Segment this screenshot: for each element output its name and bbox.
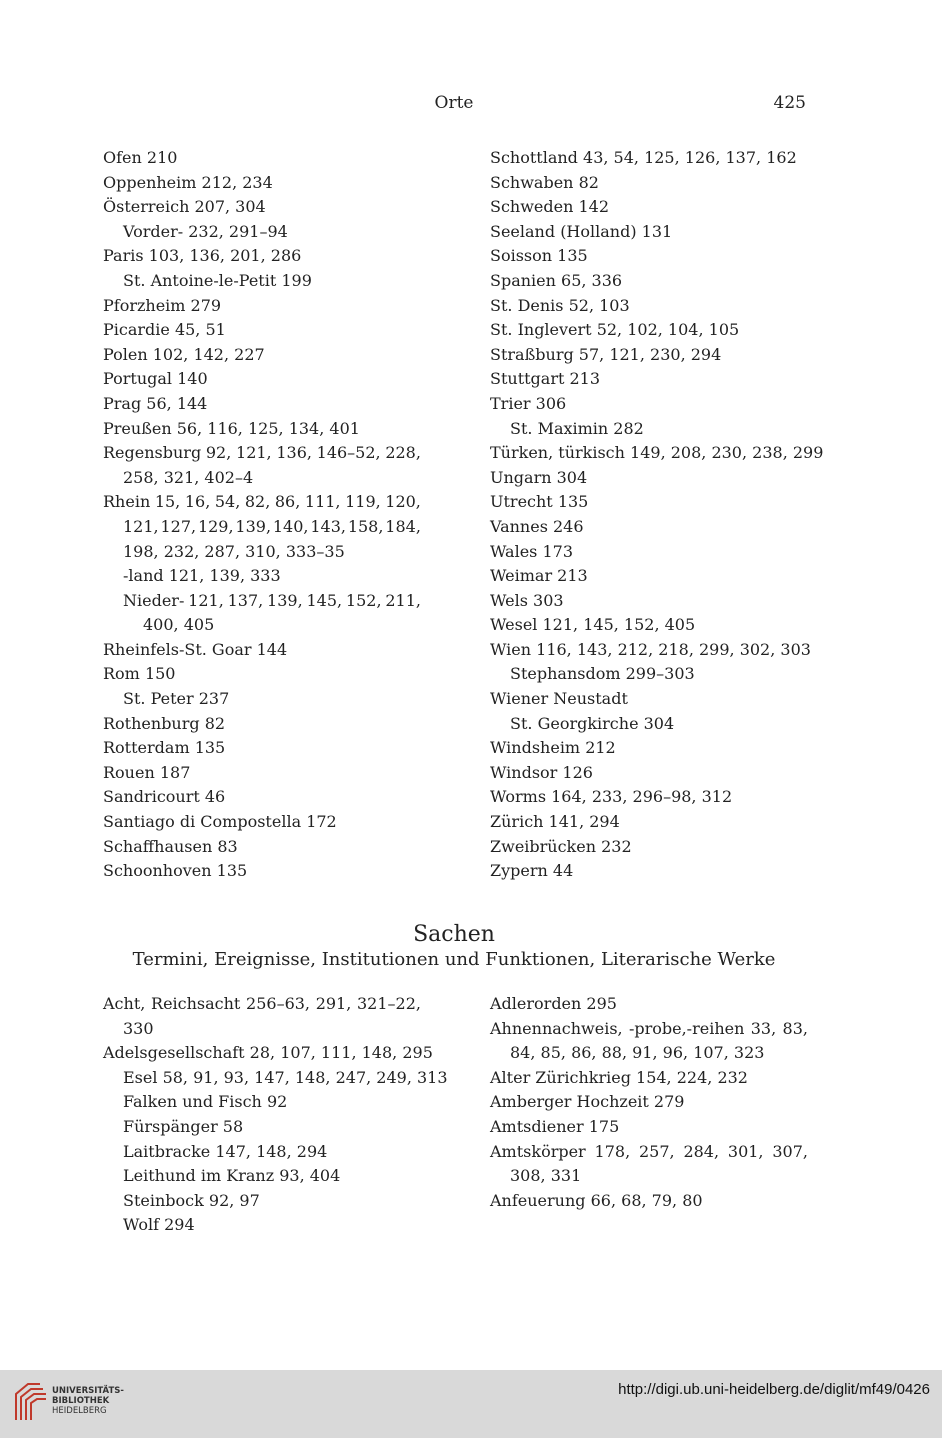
index-entry <box>490 589 808 614</box>
index-entry-text: Utrecht 135 <box>490 492 589 512</box>
index-entry-text: Rothenburg 82 <box>103 713 226 733</box>
index-entry-text: St. Inglevert 52, 102, 104, 105 <box>490 320 740 340</box>
index-entry <box>490 540 808 565</box>
index-entry <box>490 294 808 319</box>
index-entry-text: Stephansdom 299–303 <box>510 664 695 684</box>
index-entry-text: Türken, türkisch 149, 208, 230, 238, 299 <box>490 443 824 463</box>
index-entry <box>490 687 808 712</box>
index-entry-text: Rhein 15, 16, 54, 82, 86, 111, 119, 120, <box>103 492 421 512</box>
index-entry-text: St. Peter 237 <box>123 689 230 709</box>
index-entry <box>490 392 808 417</box>
index-entry-text: Prag 56, 144 <box>103 393 208 413</box>
index-entry-continuation: 84, 85, 86, 88, 91, 96, 107, 323 <box>510 1043 765 1063</box>
index-entry-text: Wels 303 <box>490 590 564 610</box>
index-entry <box>490 244 808 269</box>
index-entry-text: St. Maximin 282 <box>510 418 644 438</box>
index-entry-text: St. Georgkirche 304 <box>510 713 675 733</box>
index-entry <box>103 835 421 860</box>
index-entry-text: Rouen 187 <box>103 762 191 782</box>
index-entry-text: Schwaben 82 <box>490 172 599 192</box>
index-entry-text: Regensburg 92, 121, 136, 146–52, 228, <box>103 443 421 463</box>
index-entry-text: Trier 306 <box>490 393 567 413</box>
index-entry <box>103 992 421 1041</box>
index-entry-text: Leithund im Kranz 93, 404 <box>123 1166 341 1186</box>
index-entry-text: Falken und Fisch 92 <box>123 1092 288 1112</box>
index-entry-text: Schaffhausen 83 <box>103 836 238 856</box>
index-entry-text: Polen 102, 142, 227 <box>103 344 265 364</box>
index-entry-continuation: 400, 405 <box>143 615 215 635</box>
index-entry <box>490 992 808 1017</box>
library-logo-text: UNIVERSITÄTS- BIBLIOTHEK HEIDELBERG <box>52 1386 124 1416</box>
index-entry <box>103 785 421 810</box>
index-entry <box>103 1041 433 1066</box>
index-entry <box>103 1115 421 1140</box>
index-entry-text: Zweibrücken 232 <box>490 836 632 856</box>
index-entry <box>103 1189 421 1214</box>
index-entry-continuation: 198, 232, 287, 310, 333–35 <box>123 541 345 561</box>
section-subtitle: Termini, Ereignisse, Institutionen und Funktionen, Literarische Werke <box>132 949 776 970</box>
index-entry-continuation: 330 <box>123 1018 154 1038</box>
index-entry <box>103 859 421 884</box>
orte-left-column <box>103 146 421 884</box>
index-entry <box>490 613 808 638</box>
index-entry-text: Zypern 44 <box>490 861 574 881</box>
index-entry-text: Adelsgesellschaft 28, 107, 111, 148, 295 <box>103 1043 433 1063</box>
index-entry-text: Amberger Hochzeit 279 <box>490 1092 685 1112</box>
index-entry <box>490 220 808 245</box>
index-entry <box>490 195 808 220</box>
index-entry-text: Spanien 65, 336 <box>490 270 623 290</box>
index-entry <box>103 1213 421 1238</box>
index-entry-text: Rheinfels-St. Goar 144 <box>103 639 288 659</box>
index-entry <box>103 810 421 835</box>
index-entry-text: Rotterdam 135 <box>103 738 226 758</box>
index-entry-text: Schoonhoven 135 <box>103 861 248 881</box>
index-entry <box>103 490 421 564</box>
library-logo-icon <box>10 1380 50 1424</box>
index-entry <box>490 1090 808 1115</box>
index-entry <box>103 589 421 638</box>
index-entry-text: Windsheim 212 <box>490 738 616 758</box>
library-footer <box>0 1370 942 1438</box>
index-entry <box>103 367 421 392</box>
index-entry <box>103 441 421 490</box>
index-entry-text: St. Denis 52, 103 <box>490 295 630 315</box>
index-entry <box>103 294 421 319</box>
index-entry <box>490 736 808 761</box>
index-entry-text: Worms 164, 233, 296–98, 312 <box>490 787 733 807</box>
index-entry-text: St. Antoine-le-Petit 199 <box>123 270 312 290</box>
index-entry <box>490 785 808 810</box>
index-entry-text: Wesel 121, 145, 152, 405 <box>490 615 696 635</box>
sachen-right-column <box>490 992 808 1213</box>
index-entry-continuation: 258, 321, 402–4 <box>123 467 254 487</box>
index-entry-text: Sandricourt 46 <box>103 787 226 807</box>
index-entry <box>103 761 421 786</box>
index-entry-text: Soisson 135 <box>490 246 588 266</box>
index-entry <box>103 1090 421 1115</box>
index-entry <box>490 490 808 515</box>
index-entry-text: Adlerorden 295 <box>490 994 617 1013</box>
index-entry <box>490 1017 808 1066</box>
index-entry-text: Santiago di Compostella 172 <box>103 812 337 832</box>
index-entry <box>103 638 421 663</box>
index-entry <box>103 220 421 245</box>
index-entry <box>490 638 811 663</box>
index-entry-text: Picardie 45, 51 <box>103 320 226 340</box>
index-entry <box>490 1140 808 1189</box>
index-entry <box>490 564 808 589</box>
library-logo[interactable] <box>10 1380 130 1424</box>
index-entry-text: Preußen 56, 116, 125, 134, 401 <box>103 418 360 438</box>
index-entry <box>490 441 824 466</box>
index-entry <box>103 244 421 269</box>
index-entry <box>103 1066 448 1091</box>
index-entry <box>103 318 421 343</box>
index-entry <box>490 318 808 343</box>
permalink-url[interactable]: http://digi.ub.uni-heidelberg.de/diglit/mf49/0426 <box>618 1381 930 1398</box>
index-entry-text: Ungarn 304 <box>490 467 588 487</box>
index-entry <box>490 367 808 392</box>
index-entry-text: Ofen 210 <box>103 148 178 167</box>
index-entry-text: Fürspänger 58 <box>123 1116 244 1136</box>
index-entry <box>103 687 421 712</box>
index-entry <box>490 343 808 368</box>
index-entry-text: Ahnennachweis, -probe,-reihen 33, 83, <box>490 1018 808 1038</box>
index-entry-text: Schweden 142 <box>490 197 610 217</box>
index-entry <box>490 466 808 491</box>
index-entry <box>490 269 808 294</box>
index-entry <box>103 564 421 589</box>
index-entry <box>490 1189 808 1214</box>
index-entry <box>103 343 421 368</box>
index-entry-text: Windsor 126 <box>490 762 593 782</box>
orte-right-column <box>490 146 824 884</box>
index-entry <box>490 761 808 786</box>
index-entry-text: Acht, Reichsacht 256–63, 291, 321–22, <box>103 994 421 1013</box>
index-entry-text: Zürich 141, 294 <box>490 812 620 832</box>
index-entry-text: Amtsdiener 175 <box>490 1116 620 1136</box>
index-entry-text: Wien 116, 143, 212, 218, 299, 302, 303 <box>490 639 811 659</box>
sachen-left-column <box>103 992 448 1238</box>
index-entry <box>490 859 808 884</box>
index-entry-text: Portugal 140 <box>103 369 208 389</box>
index-entry <box>490 515 808 540</box>
index-entry-continuation: 308, 331 <box>510 1166 582 1186</box>
running-head-title: Orte <box>434 93 474 113</box>
index-entry <box>103 1164 421 1189</box>
index-entry <box>490 662 808 687</box>
index-entry-text: Oppenheim 212, 234 <box>103 172 273 192</box>
index-entry <box>103 392 421 417</box>
index-entry-text: Nieder- 121, 137, 139, 145, 152, 211, <box>123 590 421 610</box>
index-entry-text: Schottland 43, 54, 125, 126, 137, 162 <box>490 148 797 167</box>
index-entry <box>103 662 421 687</box>
index-entry-text: Wiener Neustadt <box>490 689 628 709</box>
index-entry-text: Wolf 294 <box>123 1215 195 1235</box>
index-entry <box>103 1140 421 1165</box>
index-entry-text: Vannes 246 <box>490 516 584 536</box>
index-entry-continuation: 121, 127, 129, 139, 140, 143, 158, 184, <box>123 516 421 536</box>
index-entry-text: Stuttgart 213 <box>490 369 601 389</box>
page-number: 425 <box>773 93 806 113</box>
index-entry <box>490 835 808 860</box>
index-entry-text: Seeland (Holland) 131 <box>490 221 673 241</box>
index-entry <box>103 712 421 737</box>
index-entry <box>490 810 808 835</box>
index-entry-text: Esel 58, 91, 93, 147, 148, 247, 249, 313 <box>123 1067 448 1087</box>
index-entry-text: Alter Zürichkrieg 154, 224, 232 <box>490 1067 748 1087</box>
index-entry-text: Straßburg 57, 121, 230, 294 <box>490 344 722 364</box>
index-entry <box>490 1066 808 1091</box>
index-entry <box>490 1115 808 1140</box>
index-entry-text: Steinbock 92, 97 <box>123 1190 260 1210</box>
index-entry <box>490 417 808 442</box>
running-head <box>0 93 942 117</box>
index-entry <box>103 417 421 442</box>
index-entry <box>103 736 421 761</box>
index-entry-text: Österreich 207, 304 <box>103 197 266 217</box>
index-entry <box>490 146 808 171</box>
index-entry <box>103 269 421 294</box>
index-entry-text: Anfeuerung 66, 68, 79, 80 <box>490 1190 703 1210</box>
index-entry-text: Rom 150 <box>103 664 176 684</box>
index-entry-text: Wales 173 <box>490 541 574 561</box>
index-entry <box>103 171 421 196</box>
index-entry-text: Pforzheim 279 <box>103 295 222 315</box>
section-title: Sachen <box>413 922 495 947</box>
index-entry-text: Weimar 213 <box>490 566 588 586</box>
index-entry-text: Laitbracke 147, 148, 294 <box>123 1141 328 1161</box>
index-entry <box>103 146 421 171</box>
index-entry-text: Vorder- 232, 291–94 <box>123 221 288 241</box>
index-entry-text: Amtskörper 178, 257, 284, 301, 307, <box>490 1141 808 1161</box>
index-entry <box>490 712 808 737</box>
index-entry-text: Paris 103, 136, 201, 286 <box>103 246 302 266</box>
index-entry <box>103 195 421 220</box>
index-entry-text: -land 121, 139, 333 <box>123 566 281 586</box>
index-entry <box>490 171 808 196</box>
